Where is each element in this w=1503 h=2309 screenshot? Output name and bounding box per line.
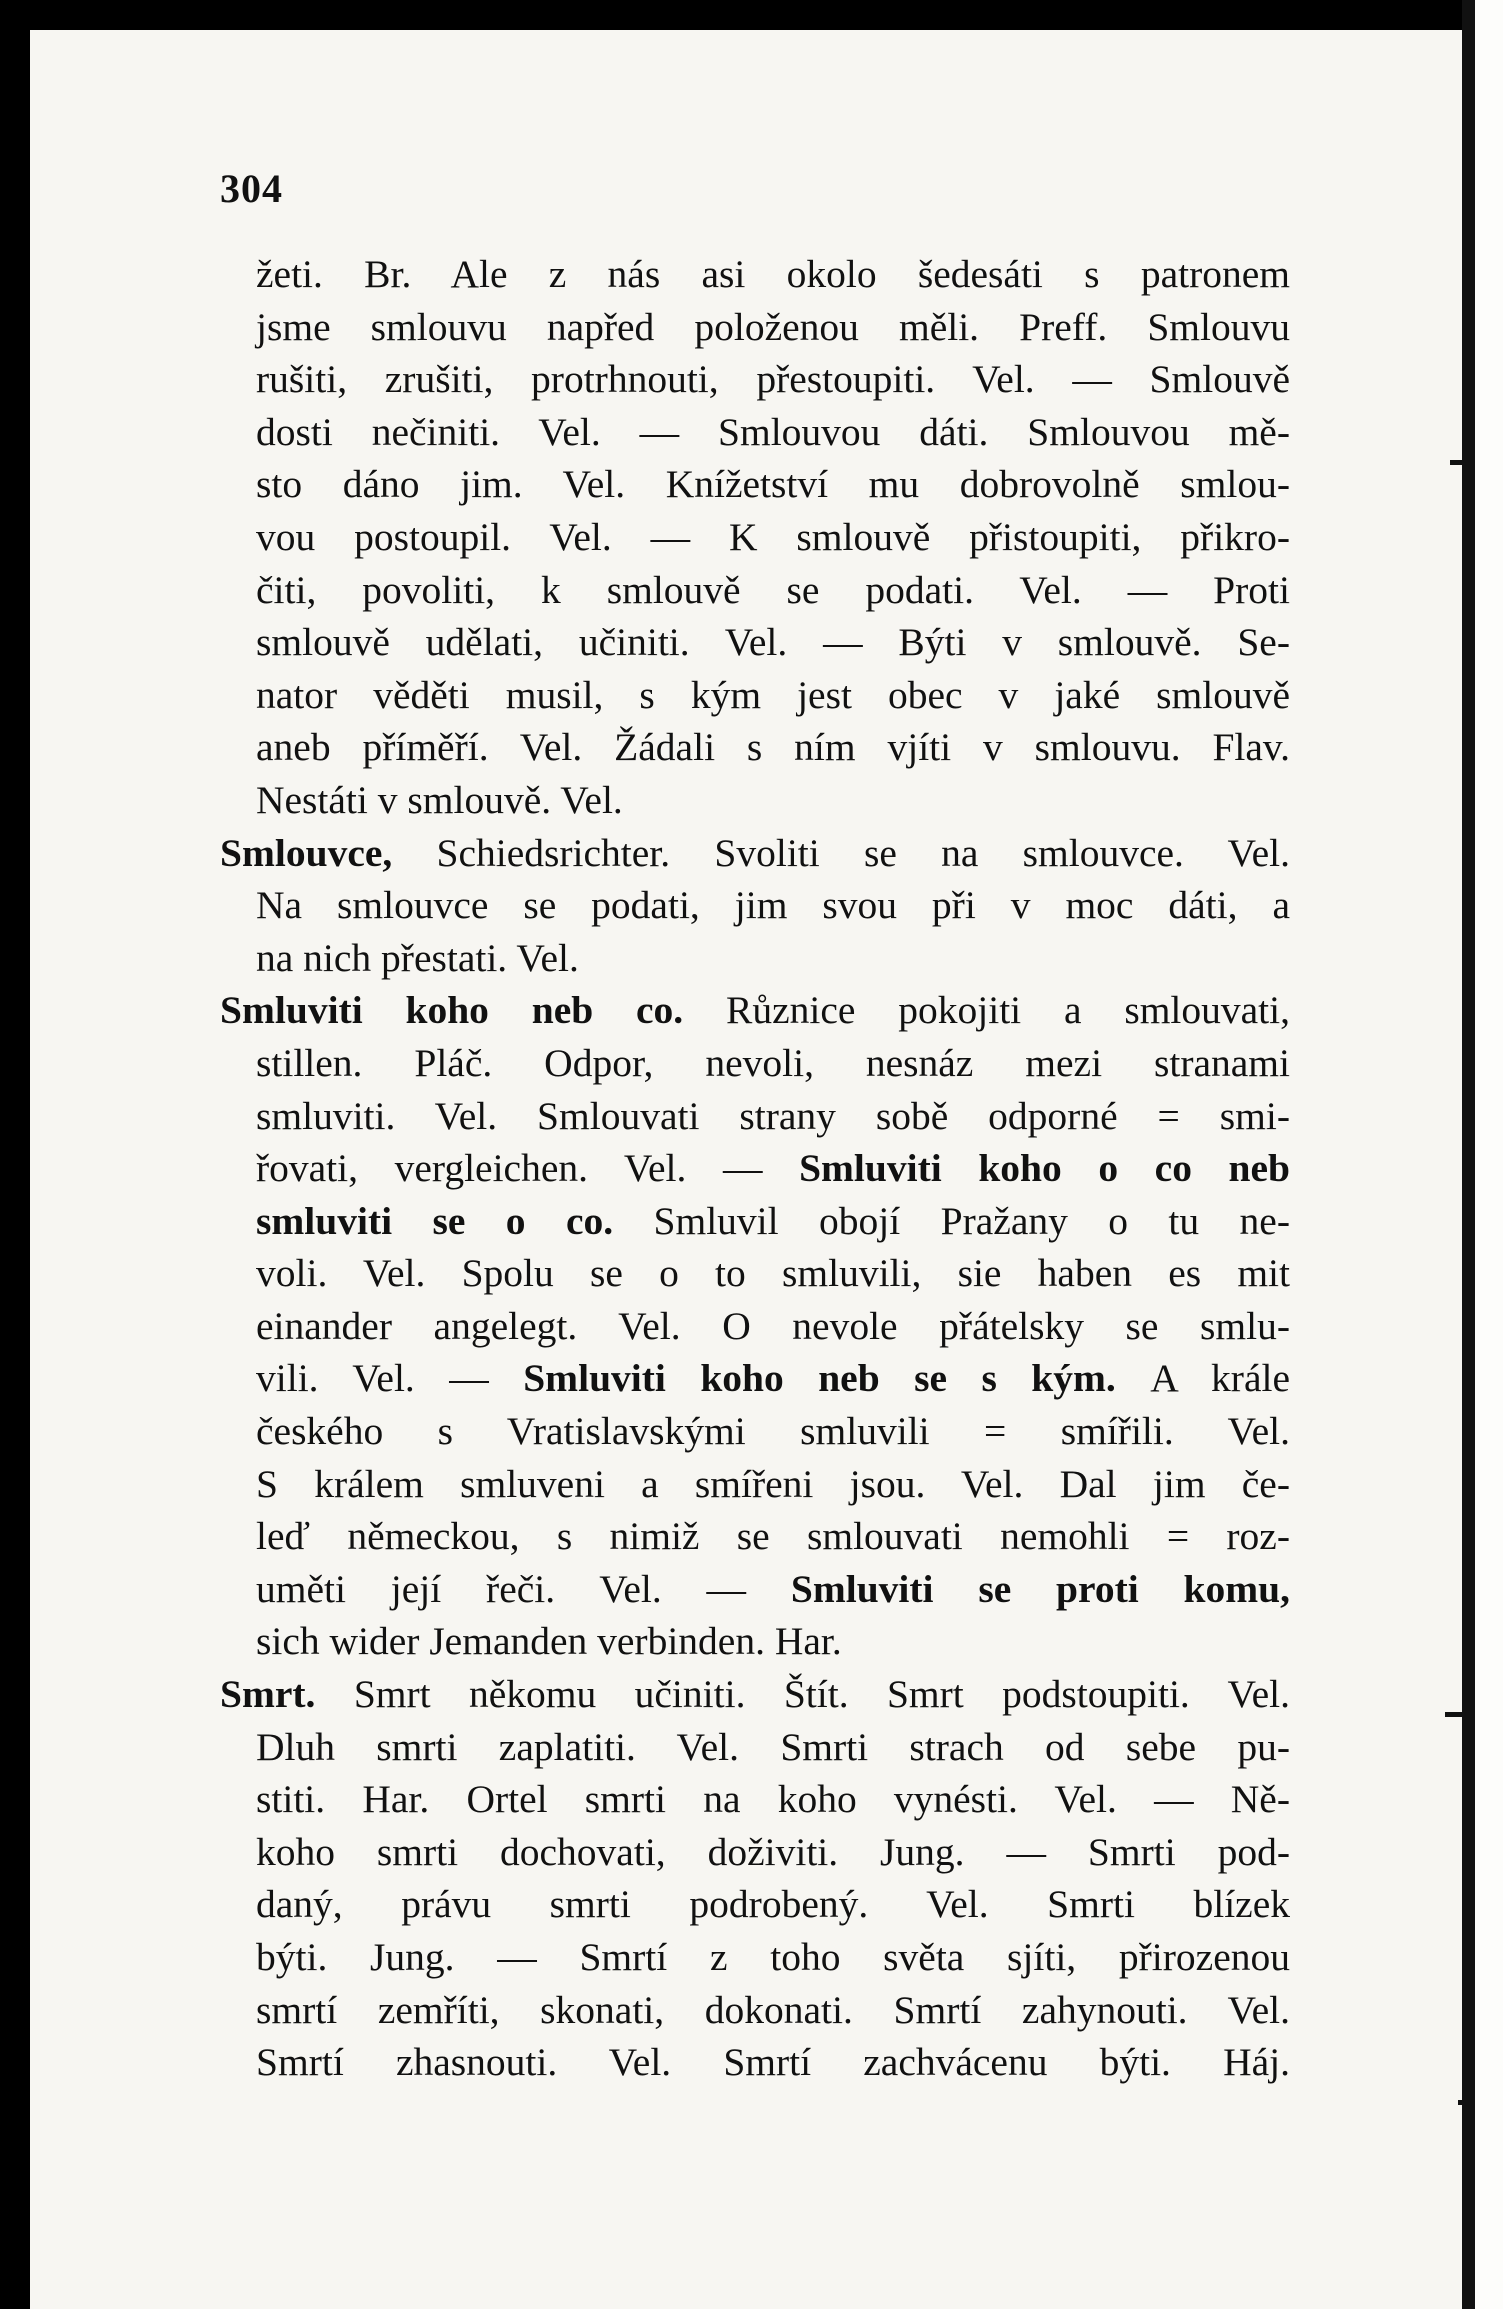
line-text: žeti. Br. Ale z nás asi okolo šedesáti s patronem <box>256 252 1290 296</box>
text-line <box>256 1037 1290 1090</box>
headword: Smrt. <box>220 1672 354 1717</box>
headword: Smluviti koho o co neb <box>799 1146 1291 1191</box>
text-line <box>256 1142 1290 1195</box>
line-text: na nich přestati. Vel. <box>256 935 579 980</box>
line-text: einander angelegt. Vel. O nevole přátelsky se smlu- <box>256 1303 1290 1348</box>
entry-first-line <box>220 984 1290 1037</box>
line-text: smlouvě udělati, učiniti. Vel. — Býti v smlouvě. Se- <box>256 620 1290 665</box>
line-text: koho smrti dochovati, doživiti. Jung. — Smrti pod- <box>256 1829 1290 1874</box>
line-text: jsme smlouvu napřed položenou měli. Preff. Smlouvu <box>256 304 1290 349</box>
text-line <box>256 1458 1290 1511</box>
text-line <box>256 1931 1290 1984</box>
text-line <box>256 248 1290 301</box>
text-line <box>256 511 1290 564</box>
headword: smluviti se o co. <box>256 1198 654 1243</box>
text-line <box>256 1510 1290 1563</box>
dictionary-text <box>220 248 1291 2089</box>
text-line <box>256 1615 1290 1668</box>
line-text: nator věděti musil, s kým jest obec v jaké smlouvě <box>256 672 1290 717</box>
headword: Smluviti se proti komu, <box>790 1566 1290 1611</box>
line-text: sich wider Jemanden verbinden. Har. <box>256 1619 842 1664</box>
line-text: daný, právu smrti podrobený. Vel. Smrti blízek <box>256 1882 1290 1927</box>
text-line <box>256 774 1290 827</box>
line-text: S králem smluveni a smířeni jsou. Vel. Dal jim če- <box>256 1461 1290 1506</box>
text-line <box>256 721 1290 774</box>
line-text: Nestáti v smlouvě. Vel. <box>256 777 623 822</box>
text-line <box>256 1721 1290 1774</box>
line-text: vou postoupil. Vel. — K smlouvě přistoupiti, přikro- <box>256 514 1290 559</box>
line-text: čiti, povoliti, k smlouvě se podati. Vel. — Proti <box>256 567 1290 612</box>
line-text: Dluh smrti zaplatiti. Vel. Smrti strach od sebe pu- <box>256 1724 1290 1769</box>
entry-first-line <box>220 1668 1290 1721</box>
text-line <box>256 301 1290 354</box>
page-gutter-binding <box>1462 0 1475 2309</box>
text-line <box>256 1563 1290 1616</box>
line-text: uměti její řeči. Vel. — <box>256 1566 791 1611</box>
text-line <box>256 669 1290 722</box>
text-line <box>256 2036 1290 2089</box>
line-text: A krále <box>1150 1356 1291 1401</box>
text-line <box>256 1300 1290 1353</box>
text-line <box>256 1090 1290 1143</box>
headword: Smluviti koho neb co. <box>220 988 727 1033</box>
line-text: smrtí zemříti, skonati, dokonati. Smrtí zahynouti. Vel. <box>256 1987 1290 2032</box>
headword: Smluviti koho neb se s kým. <box>523 1356 1151 1401</box>
gutter-mark <box>1450 460 1472 465</box>
page-edge <box>1475 0 1503 2309</box>
line-text: dosti nečiniti. Vel. — Smlouvou dáti. Smlouvou mě- <box>256 409 1290 454</box>
text-line <box>256 353 1290 406</box>
text-line <box>256 616 1290 669</box>
text-line <box>256 932 1290 985</box>
line-text: Na smlouvce se podati, jim svou při v moc dáti, a <box>256 883 1290 928</box>
text-line <box>256 1352 1290 1405</box>
text-line <box>256 879 1290 932</box>
line-text: Smrt někomu učiniti. Štít. Smrt podstoupiti. Vel. <box>353 1672 1290 1717</box>
text-line <box>256 458 1290 511</box>
line-text: vili. Vel. — <box>256 1356 524 1401</box>
text-line <box>256 1405 1290 1458</box>
line-text: Schiedsrichter. Svoliti se na smlouvce. Vel. <box>436 830 1290 875</box>
text-line <box>256 406 1290 459</box>
gutter-mark <box>1458 2100 1474 2105</box>
line-text: aneb příměří. Vel. Žádali s ním vjíti v smlouvu. Flav. <box>256 725 1290 770</box>
line-text: stillen. Pláč. Odpor, nevoli, nesnáz mezi stranami <box>256 1040 1290 1085</box>
entry-first-line <box>220 827 1290 880</box>
text-line <box>256 1826 1290 1879</box>
line-text: Smrtí zhasnouti. Vel. Smrtí zachvácenu býti. Háj. <box>256 2040 1290 2085</box>
line-text: řovati, vergleichen. Vel. — <box>256 1146 800 1191</box>
line-text: stiti. Har. Ortel smrti na koho vynésti. Vel. — Ně- <box>256 1777 1290 1822</box>
line-text: smluviti. Vel. Smlouvati strany sobě odporné = smi- <box>256 1093 1290 1138</box>
line-text: Smluvil obojí Pražany o tu ne- <box>653 1198 1290 1243</box>
line-text: rušiti, zrušiti, protrhnouti, přestoupiti. Vel. — Smlouvě <box>256 357 1290 402</box>
line-text: českého s Vratislavskými smluvili = smířili. Vel. <box>256 1409 1290 1454</box>
text-line <box>256 564 1290 617</box>
text-line <box>256 1878 1290 1931</box>
line-text: sto dáno jim. Vel. Knížetství mu dobrovolně smlou- <box>256 462 1290 507</box>
headword: Smlouvce, <box>220 830 437 875</box>
gutter-mark <box>1445 1712 1475 1717</box>
text-line <box>256 1247 1290 1300</box>
line-text: voli. Vel. Spolu se o to smluvili, sie haben es mit <box>256 1251 1290 1296</box>
line-text: Různice pokojiti a smlouvati, <box>726 988 1290 1033</box>
line-text: leď německou, s nimiž se smlouvati nemohli = roz- <box>256 1514 1290 1559</box>
text-line <box>256 1984 1290 2037</box>
text-line <box>256 1773 1290 1826</box>
line-text: býti. Jung. — Smrtí z toho světa sjíti, přirozenou <box>256 1935 1290 1979</box>
text-line <box>256 1195 1290 1248</box>
page-number: 304 <box>220 166 283 211</box>
